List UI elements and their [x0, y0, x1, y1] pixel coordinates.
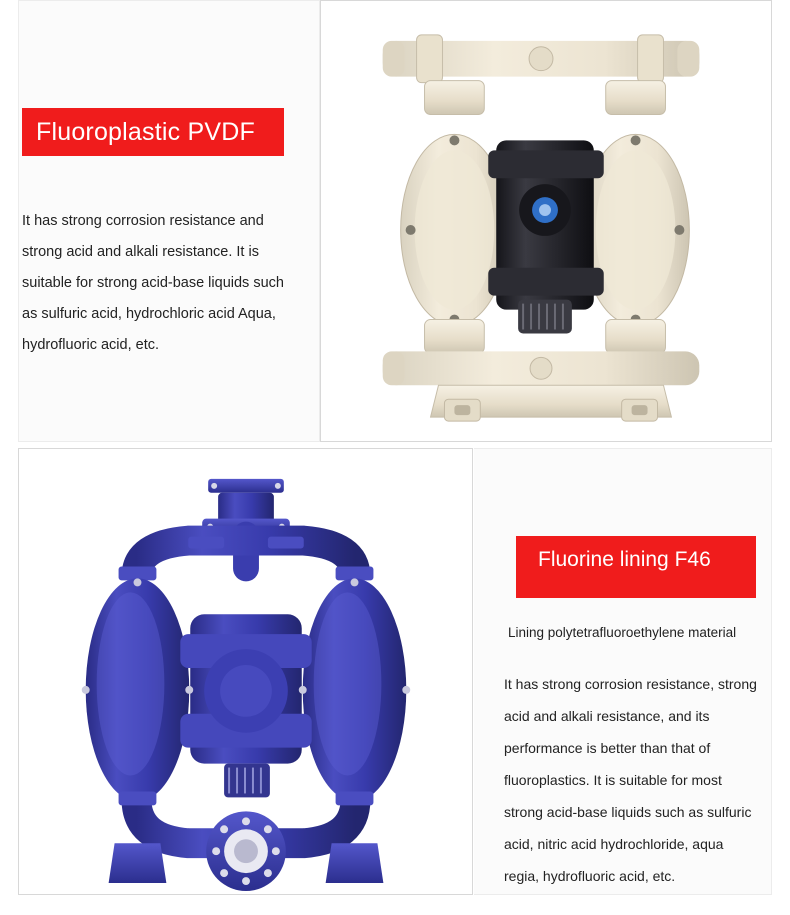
section-fluorine-lining-f46 — [0, 448, 790, 915]
product-image-top — [320, 0, 772, 442]
body-text-bottom: It has strong corrosion resistance, strong acid and alkali resistance, and its performance is better than that of fluoroplastics. It is suitable for most strong acid-base liquids such as sulfuric acid, nitric acid hydrochloride, aqua regia, hydrofluoric acid, etc. — [504, 676, 757, 884]
banner-title-bottom: Fluorine lining F46 — [516, 536, 756, 598]
blue-fluorine-lined-diaphragm-pump-illustration — [19, 449, 472, 894]
banner-title-top: Fluoroplastic PVDF — [22, 108, 284, 156]
white-pvdf-diaphragm-pump-illustration — [321, 1, 771, 441]
subtitle-text-bottom: Lining polytetrafluoroethylene material — [508, 625, 737, 640]
section-fluoroplastic-pvdf — [0, 0, 790, 442]
product-image-bottom — [18, 448, 473, 895]
body-text-top: It has strong corrosion resistance and strong acid and alkali resistance. It is suitable for strong acid-base liquids such as sulfuric acid, hydrochloric acid Aqua, hydrofluoric acid, etc. — [22, 213, 284, 353]
